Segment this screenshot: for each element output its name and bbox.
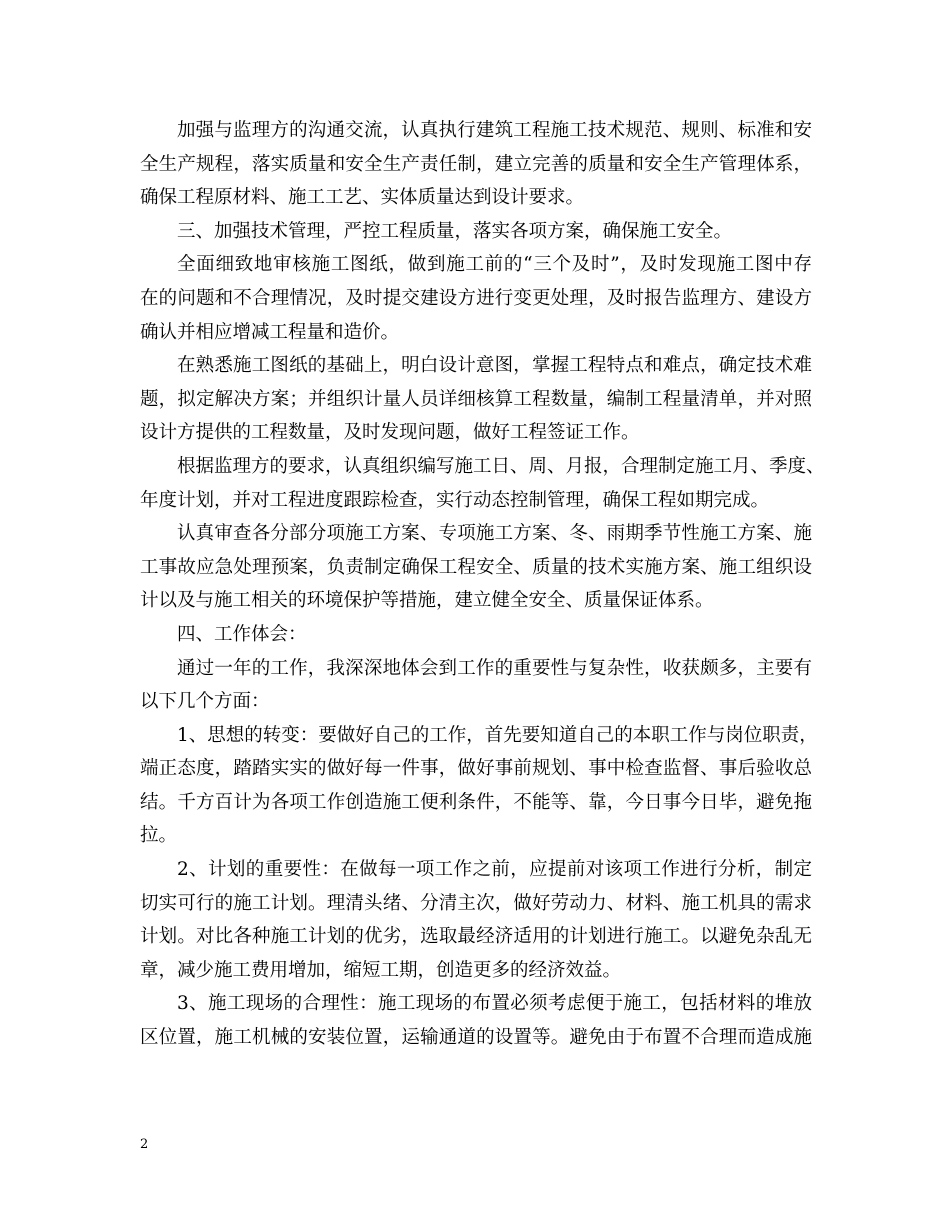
paragraph-line: 1、思想的转变：要做好自己的工作，首先要知道自己的本职工作与岗位职责，	[177, 724, 818, 746]
paragraph-line: 全生产规程，落实质量和安全生产责任制，建立完善的质量和安全生产管理体系，	[140, 153, 812, 175]
paragraph-line: 在的问题和不合理情况，及时提交建设方进行变更处理，及时报告监理方、建设方	[140, 287, 812, 309]
paragraph-line: 认真审查各分部分项施工方案、专项施工方案、冬、雨期季节性施工方案、施	[177, 523, 812, 545]
paragraph-line: 计以及与施工相关的环境保护等措施，建立健全安全、质量保证体系。	[140, 590, 714, 612]
paragraph-line: 全面细致地审核施工图纸，做到施工前的“三个及时”，及时发现施工图中存	[177, 254, 812, 276]
paragraph-line: 年度计划，并对工程进度跟踪检查，实行动态控制管理，确保工程如期完成。	[140, 489, 770, 511]
paragraph-line: 端正态度，踏踏实实的做好每一件事，做好事前规划、事中检查监督、事后验收总	[140, 758, 812, 780]
paragraph-line: 拉。	[140, 825, 178, 847]
paragraph-line: 章，减少施工费用增加，缩短工期，创造更多的经济效益。	[140, 959, 622, 981]
paragraph-line: 计划。对比各种施工计划的优劣，选取最经济适用的计划进行施工。以避免杂乱无	[140, 926, 812, 948]
paragraph-line: 区位置，施工机械的安装位置，运输通道的设置等。避免由于布置不合理而造成施	[140, 1027, 812, 1049]
paragraph-line: 以下几个方面：	[140, 691, 270, 713]
paragraph-line: 加强与监理方的沟通交流，认真执行建筑工程施工技术规范、规则、标准和安	[177, 120, 812, 141]
paragraph-line: 结。千方百计为各项工作创造施工便利条件，不能等、靠，今日事今日毕，避免拖	[140, 791, 812, 813]
paragraph-line: 在熟悉施工图纸的基础上，明白设计意图，掌握工程特点和难点，确定技术难	[177, 355, 812, 377]
section-heading: 四、工作体会：	[177, 623, 307, 645]
paragraph-line: 通过一年的工作，我深深地体会到工作的重要性与复杂性，收获颇多，主要有	[177, 657, 812, 679]
paragraph-line: 题，拟定解决方案；并组织计量人员详细核算工程数量，编制工程量清单，并对照	[140, 388, 812, 410]
paragraph-line: 切实可行的施工计划。理清头绪、分清主次，做好劳动力、材料、施工机具的需求	[140, 892, 812, 914]
paragraph-line: 根据监理方的要求，认真组织编写施工日、周、月报，合理制定施工月、季度、	[177, 455, 825, 477]
paragraph-line: 工事故应急处理预案，负责制定确保工程安全、质量的技术实施方案、施工组织设	[140, 556, 812, 578]
paragraph-line: 确保工程原材料、施工工艺、实体质量达到设计要求。	[140, 187, 585, 209]
paragraph-line: 3、施工现场的合理性：施工现场的布置必须考虑便于施工，包括材料的堆放	[177, 993, 812, 1015]
paragraph-line: 2、计划的重要性：在做每一项工作之前，应提前对该项工作进行分析，制定	[177, 859, 812, 881]
paragraph-line: 确认并相应增减工程量和造价。	[140, 321, 400, 343]
body-text	[140, 114, 825, 1055]
page-number: 2	[140, 1137, 149, 1152]
section-heading: 三、加强技术管理，严控工程质量，落实各项方案，确保施工安全。	[177, 220, 733, 242]
paragraph-line: 设计方提供的工程数量，及时发现问题，做好工程签证工作。	[140, 422, 640, 444]
